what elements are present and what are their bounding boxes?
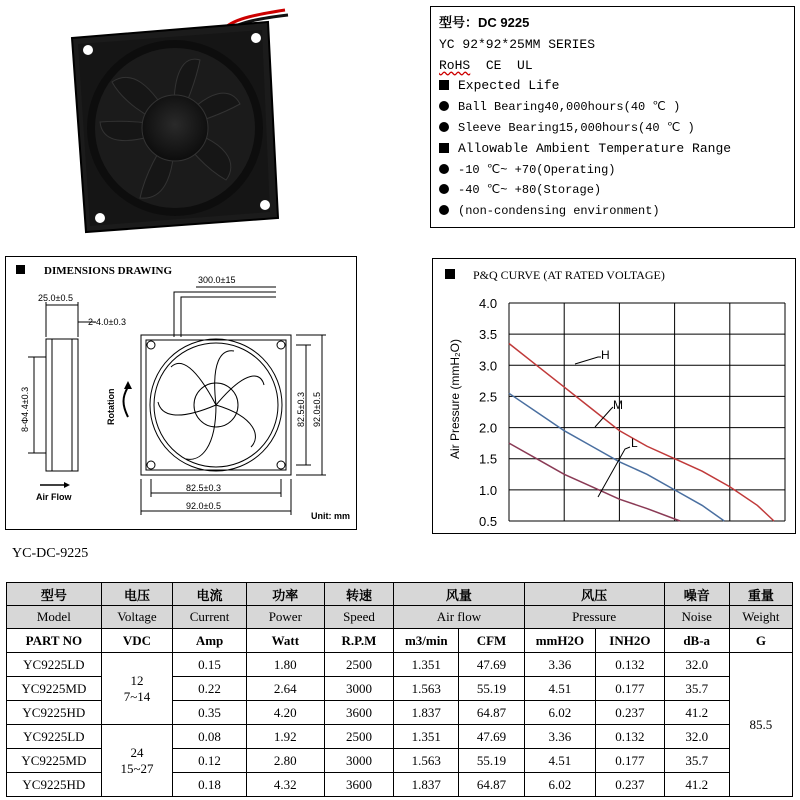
spec-table (6, 582, 793, 797)
series-h-line (509, 343, 774, 521)
dimensions-drawing (5, 256, 357, 530)
header-zh-power: 功率 (246, 583, 324, 606)
y-tick-label: 4.0 (479, 296, 498, 311)
speed: 2500 (324, 725, 393, 749)
unit-dba: dB-a (664, 629, 729, 653)
series-m-label: M (613, 398, 623, 412)
part-no: YC9225MD (7, 677, 102, 701)
rotation-arrow-icon (124, 381, 132, 389)
power: 4.32 (246, 773, 324, 797)
pressure-mm: 6.02 (524, 773, 596, 797)
y-tick-label: 3.5 (479, 327, 498, 343)
header-zh-weight: 重量 (729, 583, 792, 606)
voltage-range: 7~14 (123, 688, 151, 704)
airflow-m3: 1.351 (394, 653, 459, 677)
speed: 3600 (324, 773, 393, 797)
ball-bearing-life: Ball Bearing40,000hours(40 ℃ ) (458, 100, 681, 115)
voltage-value: 12 (130, 672, 144, 688)
power: 1.80 (246, 653, 324, 677)
header-zh-current: 电流 (173, 583, 247, 606)
header-pressure: Pressure (524, 606, 664, 629)
pressure-mm: 4.51 (524, 677, 596, 701)
header-zh-noise: 噪音 (664, 583, 729, 606)
dim-92-horizontal: 92.0±0.5 (186, 501, 221, 511)
series-h-label: H (601, 348, 610, 362)
rotation-label: Rotation (106, 388, 116, 425)
y-tick-label: 2.0 (479, 420, 498, 436)
model-number: DC 9225 (478, 15, 530, 30)
current: 0.12 (173, 749, 247, 773)
airflow-cfm: 55.19 (459, 749, 524, 773)
dim-8-44: 8-Φ4.4±0.3 (20, 386, 30, 432)
pressure-in: 0.132 (596, 653, 664, 677)
speed: 3000 (324, 749, 393, 773)
pq-curve-panel (432, 258, 796, 534)
spec-box (430, 6, 795, 228)
voltage-range: 15~27 (120, 760, 154, 776)
series-m-line (509, 393, 724, 521)
dim-2-4: 2-4.0±0.3 (88, 317, 126, 327)
part-no: YC9225LD (7, 653, 102, 677)
table-row (7, 725, 793, 749)
ambient-heading: Allowable Ambient Temperature Range (458, 140, 732, 156)
speed: 2500 (324, 653, 393, 677)
header-power: Power (246, 606, 324, 629)
dim-300: 300.0±15 (198, 275, 236, 285)
header-airflow: Air flow (394, 606, 524, 629)
header-zh-speed: 转速 (324, 583, 393, 606)
unit-rpm: R.P.M (324, 629, 393, 653)
unit-mmh2o: mmH2O (524, 629, 596, 653)
power: 4.20 (246, 701, 324, 725)
y-tick-label: 1.5 (479, 451, 498, 467)
speed: 3600 (324, 701, 393, 725)
part-no: YC9225HD (7, 773, 102, 797)
current: 0.35 (173, 701, 247, 725)
cert-ul: UL (517, 57, 533, 73)
unit-part-no: PART NO (7, 629, 102, 653)
voltage-cell (101, 725, 173, 797)
header-model: Model (7, 606, 102, 629)
y-tick-label: 0.5 (479, 514, 498, 529)
dim-92-vertical: 92.0±0.5 (312, 392, 322, 427)
square-bullet-icon (16, 265, 25, 274)
noise: 35.7 (664, 677, 729, 701)
cert-ce: CE (485, 57, 502, 73)
unit-cfm: CFM (459, 629, 524, 653)
header-zh-airflow: 风量 (394, 583, 524, 606)
noise: 41.2 (664, 773, 729, 797)
y-tick-label: 3.0 (479, 358, 498, 374)
power: 2.80 (246, 749, 324, 773)
header-noise: Noise (664, 606, 729, 629)
non-condensing-note: (non-condensing environment) (458, 204, 660, 219)
header-weight: Weight (729, 606, 792, 629)
dot-bullet-icon (439, 122, 449, 132)
unit-amp: Amp (173, 629, 247, 653)
header-voltage: Voltage (101, 606, 173, 629)
sleeve-bearing-life: Sleeve Bearing15,000hours(40 ℃ ) (458, 120, 695, 135)
chart-title: P&Q CURVE (AT RATED VOLTAGE) (473, 268, 665, 282)
noise: 41.2 (664, 701, 729, 725)
unit-vdc: VDC (101, 629, 173, 653)
part-no: YC9225LD (7, 725, 102, 749)
model-caption: YC-DC-9225 (12, 546, 89, 561)
airflow-cfm: 64.87 (459, 701, 524, 725)
dot-bullet-icon (439, 101, 449, 111)
storage-range: -40 ℃~ +80(Storage) (458, 183, 602, 198)
unit-inh2o: INH2O (596, 629, 664, 653)
series-line: YC 92*92*25MM SERIES (439, 36, 596, 52)
speed: 3000 (324, 677, 393, 701)
y-tick-label: 1.0 (479, 482, 498, 498)
series-l-label: L (631, 436, 638, 450)
airflow-m3: 1.837 (394, 701, 459, 725)
operating-range: -10 ℃~ +70(Operating) (458, 162, 616, 177)
power: 1.92 (246, 725, 324, 749)
pressure-in: 0.237 (596, 701, 664, 725)
noise: 35.7 (664, 749, 729, 773)
unit-g: G (729, 629, 792, 653)
current: 0.22 (173, 677, 247, 701)
dot-bullet-icon (439, 184, 449, 194)
current: 0.08 (173, 725, 247, 749)
voltage-cell (101, 653, 173, 725)
header-zh-model: 型号 (7, 583, 102, 606)
airflow-cfm: 55.19 (459, 677, 524, 701)
airflow-arrow-icon (64, 482, 70, 488)
dim-82-5-horizontal: 82.5±0.3 (186, 483, 221, 493)
dot-bullet-icon (439, 164, 449, 174)
table-row (7, 653, 793, 677)
pressure-mm: 3.36 (524, 653, 596, 677)
noise: 32.0 (664, 725, 729, 749)
pressure-mm: 3.36 (524, 725, 596, 749)
airflow-m3: 1.563 (394, 749, 459, 773)
header-zh-pressure: 风压 (524, 583, 664, 606)
pressure-mm: 4.51 (524, 749, 596, 773)
airflow-cfm: 64.87 (459, 773, 524, 797)
airflow-cfm: 47.69 (459, 725, 524, 749)
noise: 32.0 (664, 653, 729, 677)
current: 0.18 (173, 773, 247, 797)
pressure-mm: 6.02 (524, 701, 596, 725)
airflow-m3: 1.837 (394, 773, 459, 797)
unit-m3min: m3/min (394, 629, 459, 653)
fan-photo (0, 0, 355, 240)
unit-label: Unit: mm (311, 511, 350, 521)
airflow-m3: 1.563 (394, 677, 459, 701)
airflow-label: Air Flow (36, 492, 72, 502)
square-bullet-icon (439, 143, 449, 153)
voltage-value: 24 (130, 744, 144, 760)
header-current: Current (173, 606, 247, 629)
dim-25: 25.0±0.5 (38, 293, 73, 303)
square-bullet-icon (439, 80, 449, 90)
y-tick-label: 2.5 (479, 389, 498, 405)
dim-82-5-vertical: 82.5±0.3 (296, 392, 306, 427)
airflow-m3: 1.351 (394, 725, 459, 749)
weight-value: 85.5 (729, 653, 792, 797)
pressure-in: 0.237 (596, 773, 664, 797)
airflow-cfm: 47.69 (459, 653, 524, 677)
part-no: YC9225HD (7, 701, 102, 725)
dimensions-title: DIMENSIONS DRAWING (44, 265, 173, 277)
power: 2.64 (246, 677, 324, 701)
pressure-in: 0.177 (596, 677, 664, 701)
part-no: YC9225MD (7, 749, 102, 773)
square-bullet-icon (445, 269, 455, 279)
header-zh-voltage: 电压 (101, 583, 173, 606)
series-l-line (509, 443, 680, 521)
current: 0.15 (173, 653, 247, 677)
y-axis-label: Air Pressure (mmH₂O) (448, 339, 462, 459)
expected-life-heading: Expected Life (458, 78, 560, 94)
cert-rohs: RoHS (439, 57, 471, 73)
header-speed: Speed (324, 606, 393, 629)
model-prefix: 型号： (439, 15, 479, 30)
unit-watt: Watt (246, 629, 324, 653)
pressure-in: 0.177 (596, 749, 664, 773)
dot-bullet-icon (439, 205, 449, 215)
pressure-in: 0.132 (596, 725, 664, 749)
